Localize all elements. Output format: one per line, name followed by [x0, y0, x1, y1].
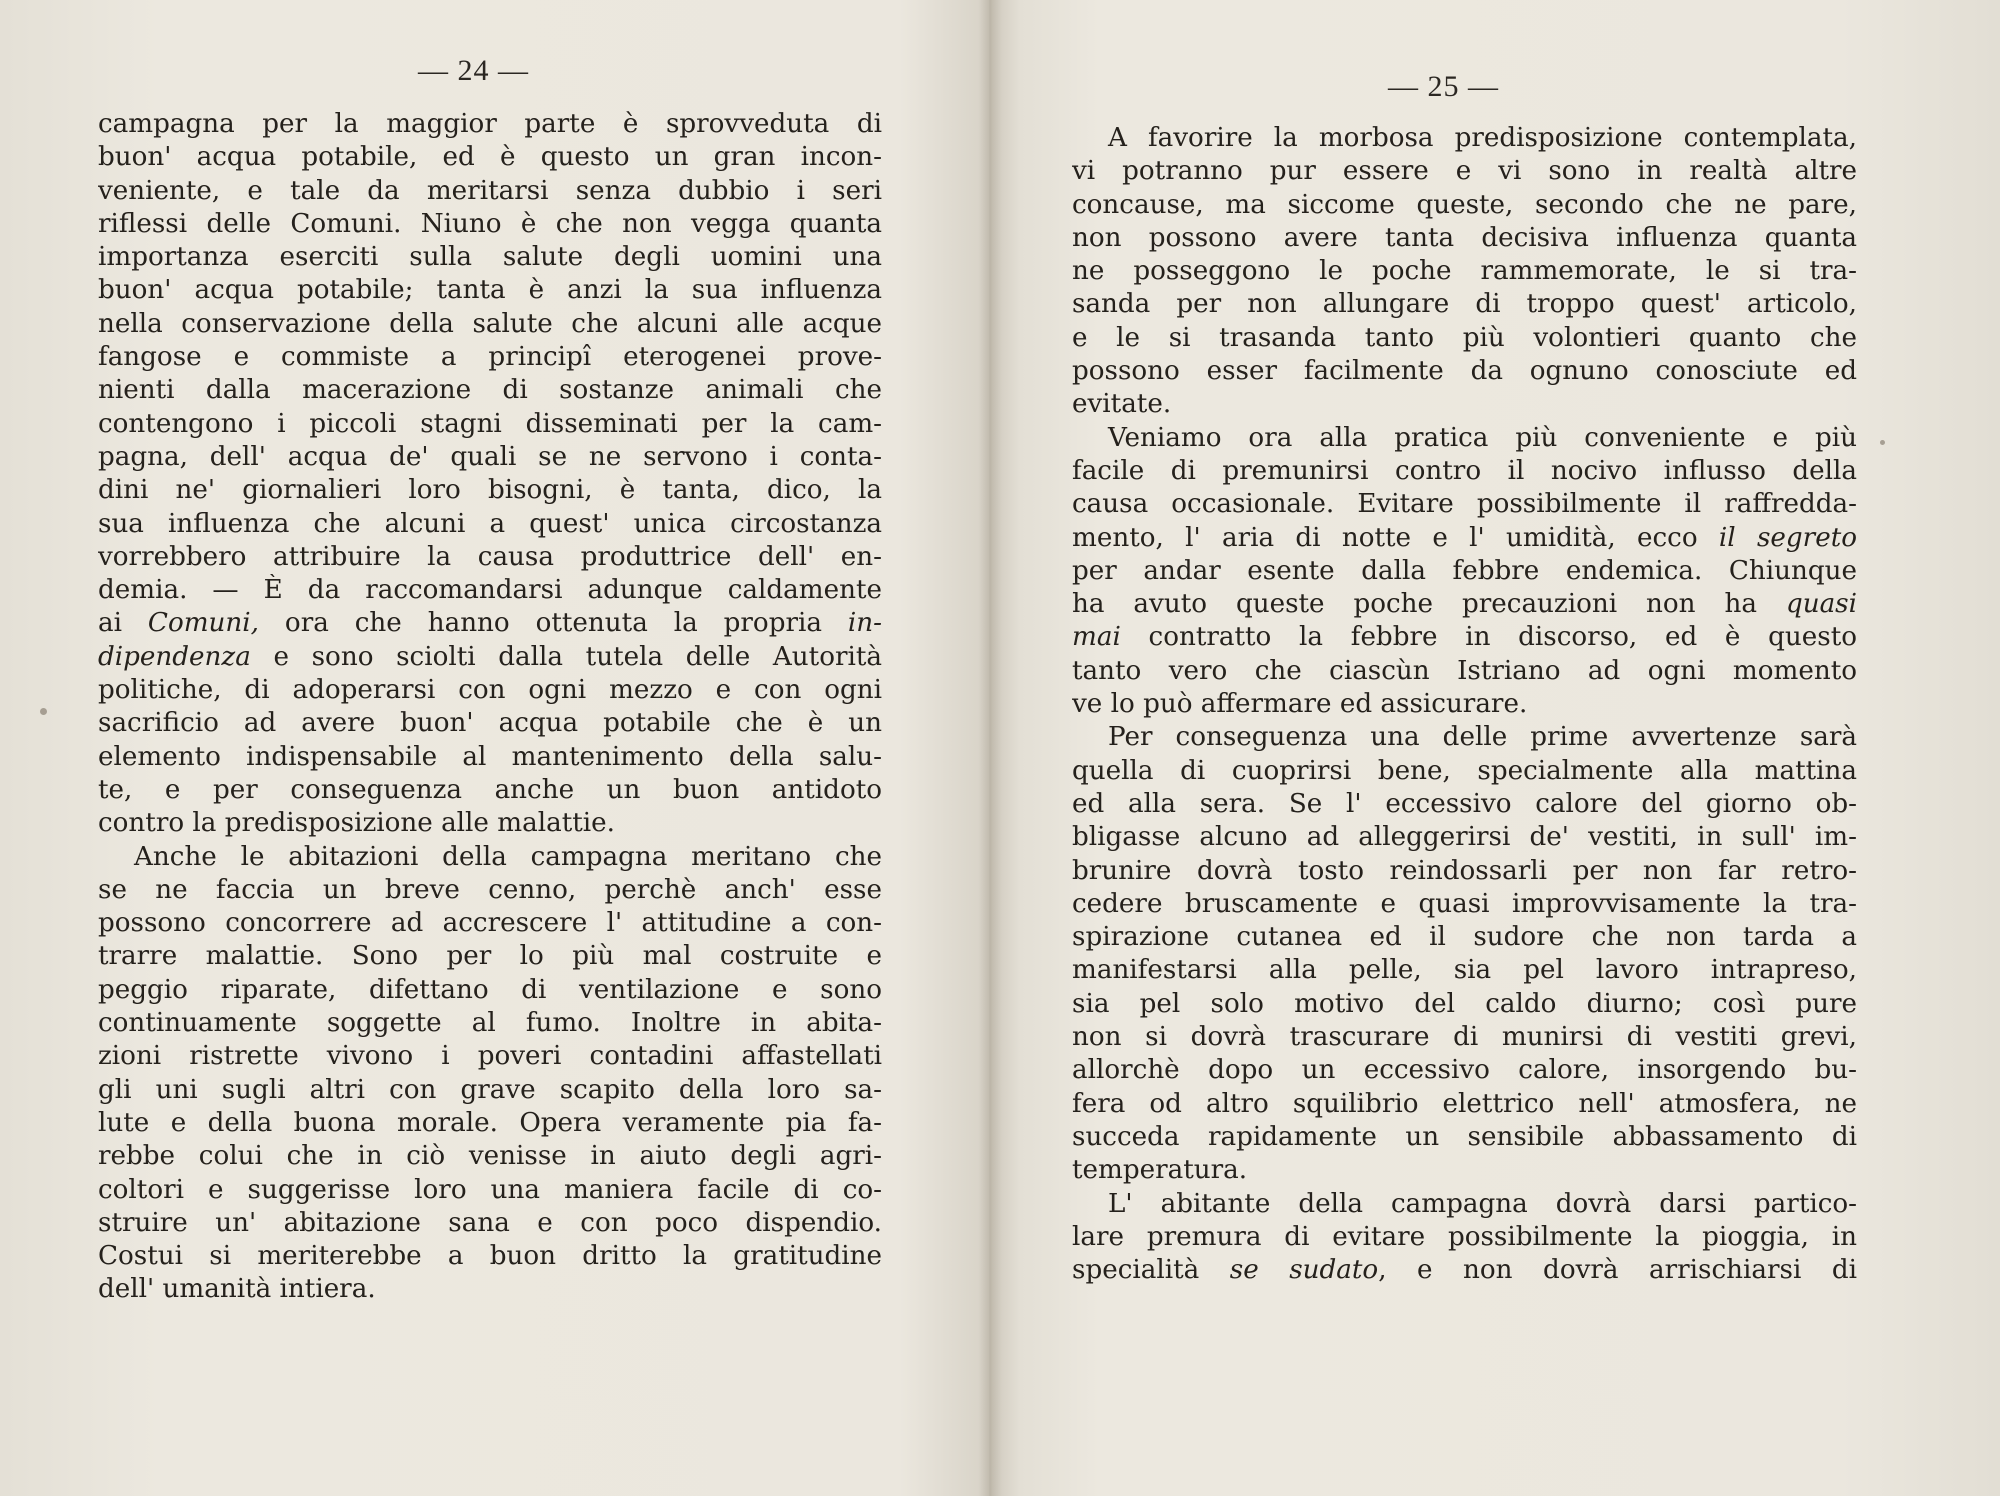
italic-text: se sudato	[1229, 1255, 1379, 1286]
text-line: nella conservazione della salute che alcuni alle acque	[98, 308, 882, 339]
text-line: zioni ristrette vivono i poveri contadini affastellati	[98, 1041, 882, 1072]
text-fragment: ha avuto queste poche precauzioni non ha	[1072, 589, 1786, 620]
text-line: sia pel solo motivo del caldo diurno; così pure	[1072, 988, 1857, 1019]
text-line: sacrificio ad avere buon' acqua potabile che è un	[98, 708, 882, 739]
text-line	[1072, 1254, 1857, 1287]
text-line: vorrebbero attribuire la causa produttrice dell' en-	[98, 541, 882, 572]
text-line: concause, ma siccome queste, secondo che ne pare,	[1072, 189, 1857, 220]
italic-text: in-	[847, 608, 882, 639]
italic-text: Comuni,	[147, 608, 259, 639]
body-text	[1072, 122, 1857, 1287]
italic-text: quasi	[1785, 589, 1857, 620]
italic-text: il segreto	[1718, 522, 1857, 553]
text-line: fangose e commiste a principî eterogenei prove-	[98, 342, 882, 373]
left-page	[0, 0, 985, 1496]
text-line: Costui si meriterebbe a buon dritto la gratitudine	[98, 1241, 882, 1272]
text-line	[98, 607, 882, 640]
text-fragment: , e non dovrà arrischiarsi di	[1378, 1255, 1857, 1286]
text-line: coltori e suggerisse loro una maniera facile di co-	[98, 1174, 882, 1205]
text-line: non si dovrà trascurare di munirsi di vestiti grevi,	[1072, 1022, 1857, 1053]
paper-speck	[1880, 440, 1885, 445]
text-line: manifestarsi alla pelle, sia pel lavoro intrapreso,	[1072, 955, 1857, 986]
text-line	[1072, 522, 1857, 555]
text-line: se ne faccia un breve cenno, perchè anch' esse	[98, 874, 882, 905]
text-line: ed alla sera. Se l' eccessivo calore del giorno ob-	[1072, 788, 1857, 819]
text-line: veniente, e tale da meritarsi senza dubbio i seri	[98, 175, 882, 206]
text-line: brunire dovrà tosto reindossarli per non far retro-	[1072, 855, 1857, 886]
text-line: L' abitante della campagna dovrà darsi partico-	[1108, 1188, 1857, 1219]
text-line: lare premura di evitare possibilmente la pioggia, in	[1072, 1221, 1857, 1252]
text-fragment: mento, l' aria di notte e l' umidità, ecco	[1072, 522, 1719, 553]
text-line: continuamente soggette al fumo. Inoltre in abita-	[98, 1008, 882, 1039]
text-line: temperatura.	[1072, 1155, 1248, 1186]
text-line: sua influenza che alcuni a quest' unica circostanza	[98, 508, 882, 539]
text-line: ve lo può affermare ed assicurare.	[1072, 689, 1528, 720]
text-line: spirazione cutanea ed il sudore che non tarda a	[1072, 922, 1857, 953]
text-fragment: ora che hanno ottenuta la propria	[259, 608, 848, 639]
right-page	[1000, 0, 2000, 1496]
text-line: riflessi delle Comuni. Niuno è che non vegga quanta	[98, 208, 882, 239]
text-line: buon' acqua potabile; tanta è anzi la sua influenza	[98, 275, 882, 306]
text-line: non possono avere tanta decisiva influenza quanta	[1072, 222, 1857, 253]
text-line: campagna per la maggior parte è sprovveduta di	[98, 109, 882, 139]
text-line: per andar esente dalla febbre endemica. Chiunque	[1072, 555, 1857, 586]
text-line: rebbe colui che in ciò venisse in aiuto degli agri-	[98, 1141, 882, 1172]
text-line: e le si trasanda tanto più volontieri quanto che	[1072, 322, 1857, 353]
text-line: allorchè dopo un eccessivo calore, insorgendo bu-	[1072, 1055, 1857, 1086]
text-line: vi potranno pur essere e vi sono in realtà altre	[1072, 156, 1857, 187]
text-line: struire un' abitazione sana e con poco dispendio.	[98, 1207, 882, 1238]
text-line: evitate.	[1072, 389, 1172, 420]
text-line: trarre malattie. Sono per lo più mal costruite e	[98, 941, 882, 972]
text-line: possono esser facilmente da ognuno conosciute ed	[1072, 356, 1857, 387]
text-line: peggio riparate, difettano di ventilazione e sono	[98, 974, 882, 1005]
body-text	[98, 108, 882, 1307]
text-line: Per conseguenza una delle prime avvertenze sarà	[1108, 722, 1857, 753]
text-line: causa occasionale. Evitare possibilmente il raffredda-	[1072, 489, 1857, 520]
text-line: quella di cuoprirsi bene, specialmente alla mattina	[1072, 755, 1857, 786]
text-line	[98, 641, 882, 674]
text-line: politiche, di adoperarsi con ogni mezzo e con ogni	[98, 675, 882, 706]
text-line: gli uni sugli altri con grave scapito della loro sa-	[98, 1074, 882, 1105]
page-number: — 24 —	[418, 54, 529, 87]
paper-speck	[40, 708, 47, 715]
text-line: contro la predisposizione alle malattie.	[98, 808, 615, 839]
text-line: Anche le abitazioni della campagna meritano che	[134, 841, 882, 872]
text-line: bligasse alcuno ad alleggerirsi de' vestiti, in sull' im-	[1072, 822, 1857, 853]
text-line: importanza eserciti sulla salute degli uomini una	[98, 242, 882, 273]
text-line: contengono i piccoli stagni disseminati per la cam-	[98, 408, 882, 439]
text-line: elemento indispensabile al mantenimento della salu-	[98, 741, 882, 772]
text-fragment: contratto la febbre in discorso, ed è questo	[1120, 622, 1857, 653]
text-line: sanda per non allungare di troppo quest' articolo,	[1072, 289, 1857, 320]
text-line: tanto vero che ciascùn Istriano ad ogni momento	[1072, 655, 1857, 686]
italic-text: dipendenza	[98, 641, 251, 672]
text-line: Veniamo ora alla pratica più conveniente e più	[1108, 422, 1857, 453]
text-line: A favorire la morbosa predisposizione contemplata,	[1108, 123, 1857, 153]
text-line: succeda rapidamente un sensibile abbassamento di	[1072, 1121, 1857, 1152]
text-line	[1072, 588, 1857, 621]
text-line: pagna, dell' acqua de' quali se ne servono i conta-	[98, 441, 882, 472]
text-line: buon' acqua potabile, ed è questo un gran incon-	[98, 142, 882, 173]
text-line: dini ne' giornalieri loro bisogni, è tanta, dico, la	[98, 475, 882, 506]
text-line: nienti dalla macerazione di sostanze animali che	[98, 375, 882, 406]
text-fragment: e sono sciolti dalla tutela delle Autorità	[250, 641, 882, 672]
text-line: demia. — È da raccomandarsi adunque caldamente	[98, 575, 882, 606]
text-fragment: ai	[98, 608, 148, 639]
text-line: lute e della buona morale. Opera veramente pia fa-	[98, 1107, 882, 1138]
text-line: fera od altro squilibrio elettrico nell' atmosfera, ne	[1072, 1088, 1857, 1119]
text-fragment: specialità	[1072, 1255, 1230, 1286]
text-line: cedere bruscamente e quasi improvvisamente la tra-	[1072, 888, 1857, 919]
text-line: ne posseggono le poche rammemorate, le si tra-	[1072, 256, 1857, 287]
text-line	[1072, 621, 1857, 654]
italic-text: mai	[1072, 622, 1121, 653]
text-line: facile di premunirsi contro il nocivo influsso della	[1072, 455, 1857, 486]
page-number: — 25 —	[1388, 70, 1499, 103]
text-line: dell' umanità intiera.	[98, 1274, 376, 1305]
text-line: possono concorrere ad accrescere l' attitudine a con-	[98, 908, 882, 939]
text-line: te, e per conseguenza anche un buon antidoto	[98, 774, 882, 805]
